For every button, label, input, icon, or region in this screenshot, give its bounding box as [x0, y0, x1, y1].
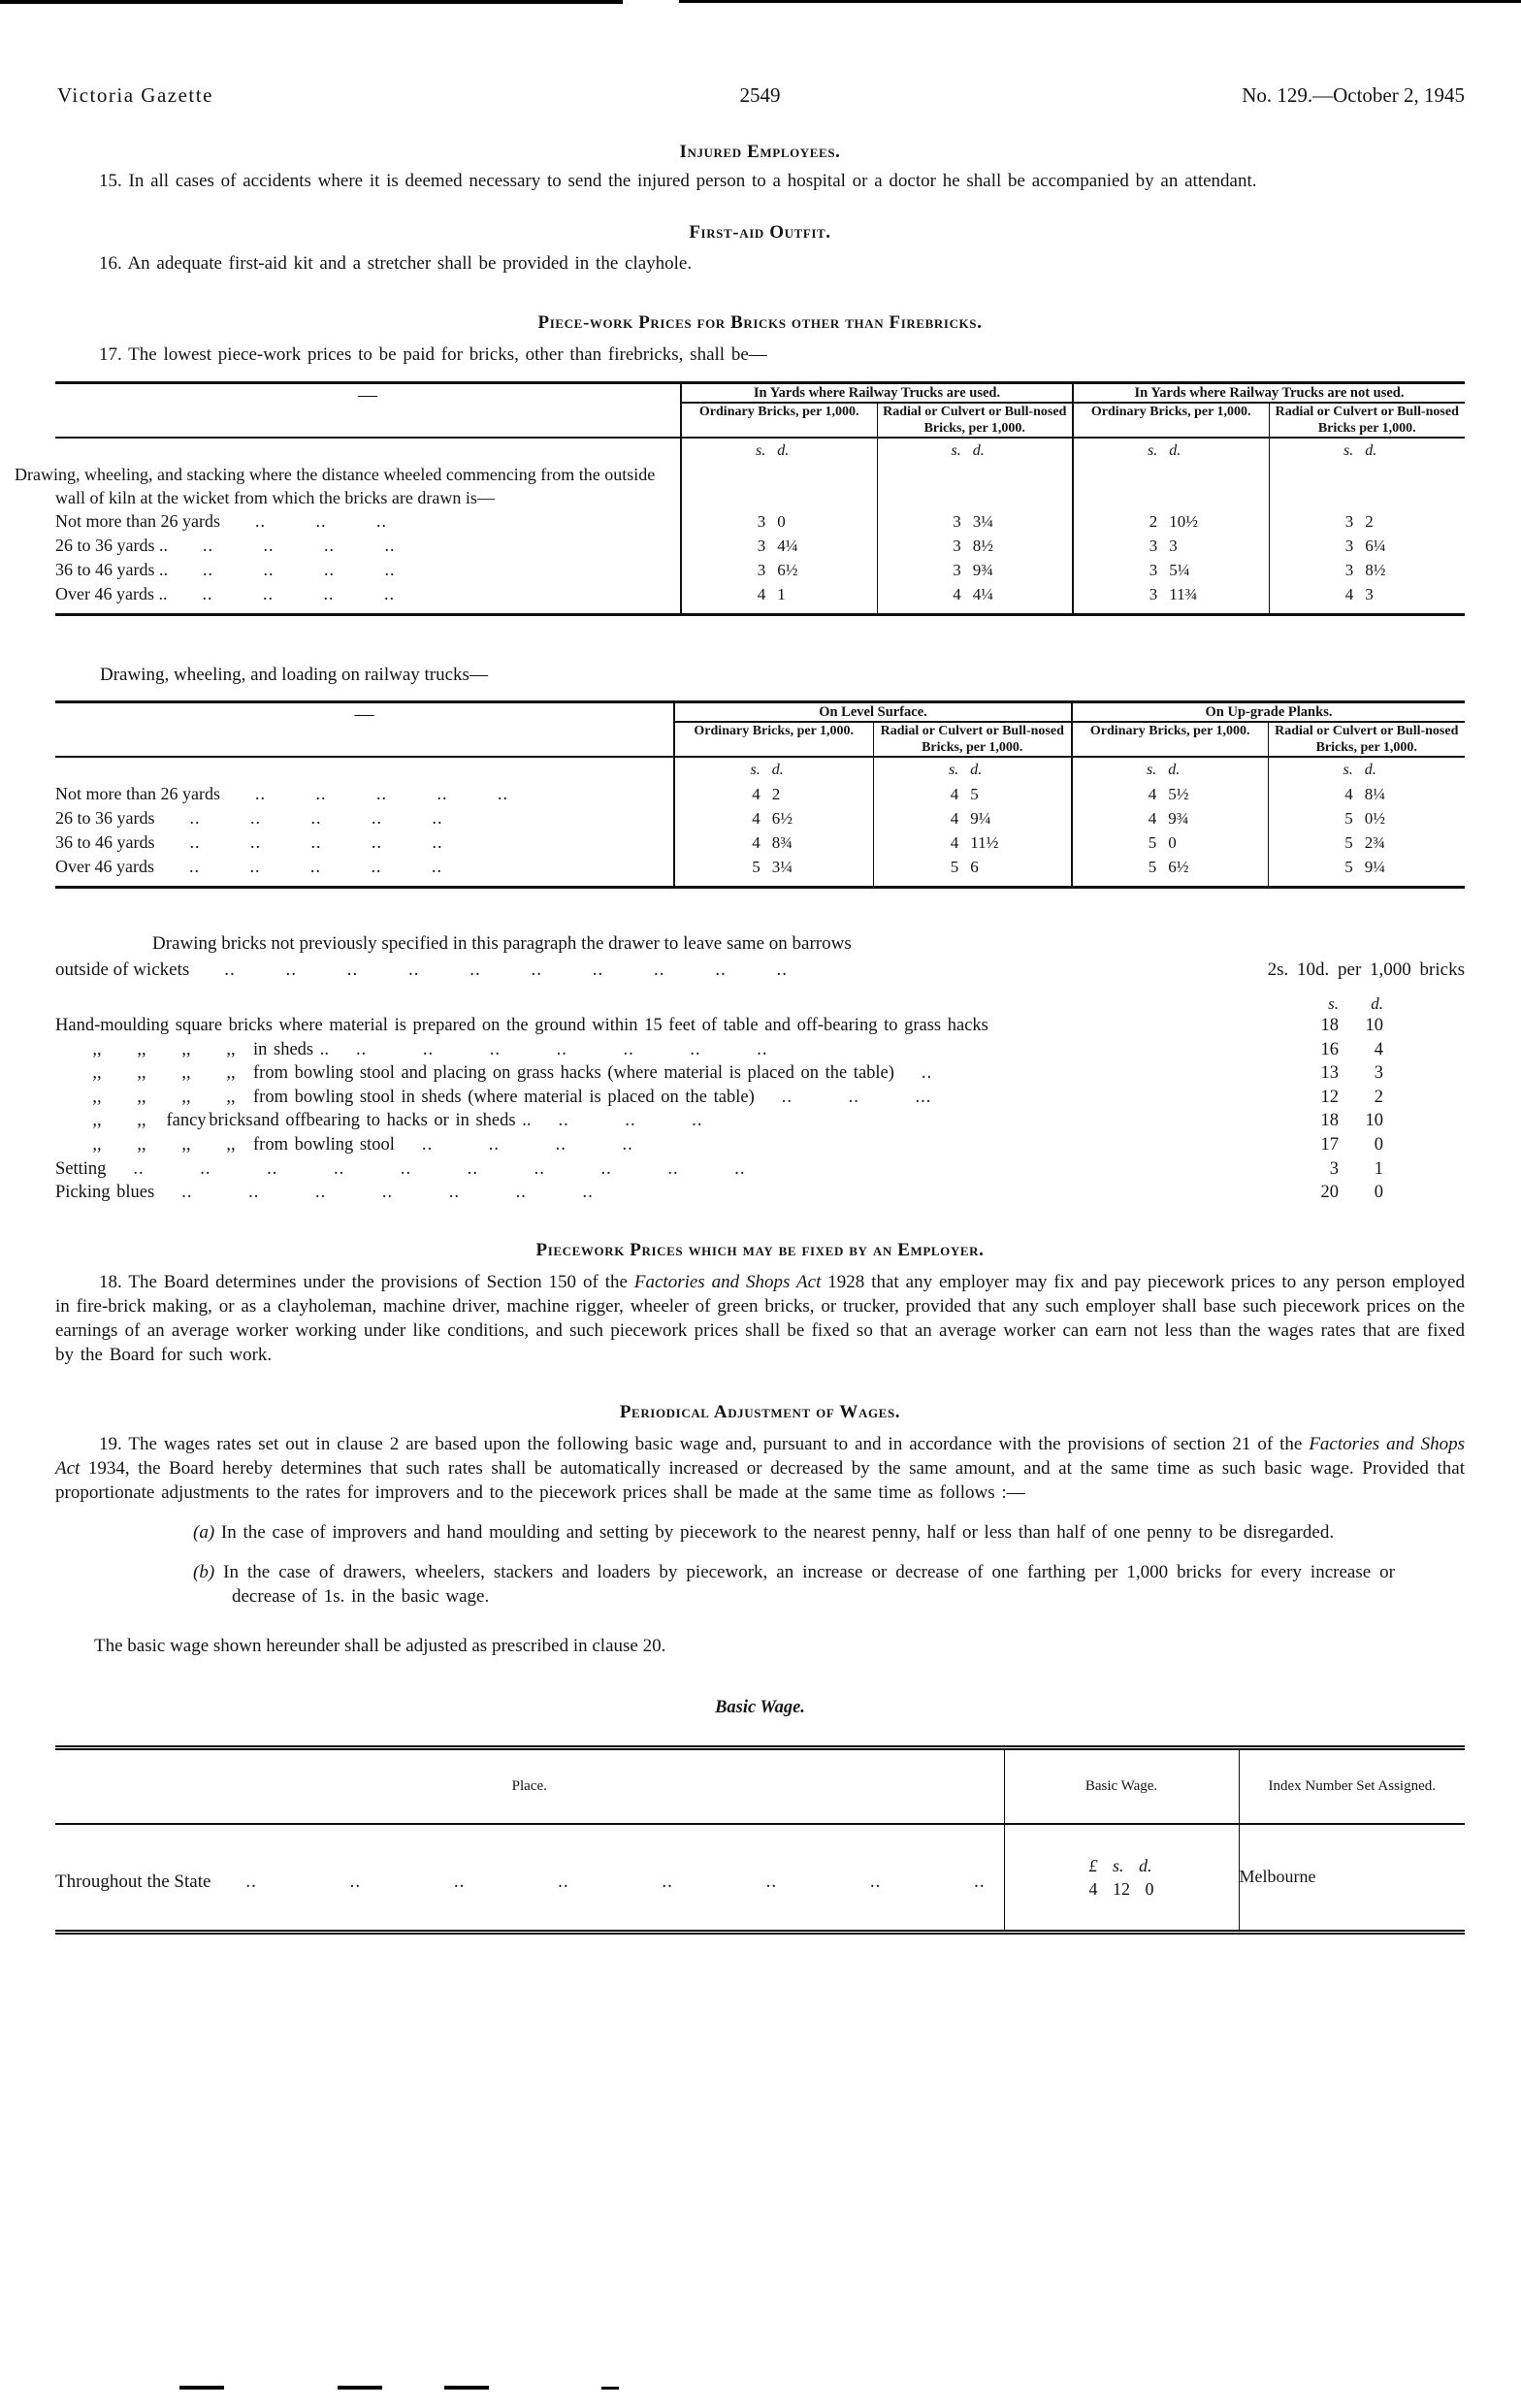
ditto-mark: ,,: [226, 1039, 236, 1059]
heading-piecework-prices: Piece-work Prices for Bricks other than Firebricks.: [537, 312, 983, 333]
scan-artifact-bottom-4: [601, 2387, 619, 2390]
act-title-italic: Factories and Shops Act: [55, 1433, 1465, 1479]
table-row: Over 46 yards .. .. .. .. .. 4 1 4 4¼ 3 11¾ 4 3: [55, 582, 1465, 606]
table1-col-4: Radial or Culvert or Bull-nosed Bricks per 1,000.: [1269, 403, 1465, 438]
heading-periodical-adjustment: Periodical Adjustment of Wages.: [619, 1401, 901, 1422]
publication-title: Victoria Gazette: [57, 83, 213, 107]
scan-artifact-bottom-3: [444, 2386, 489, 2390]
dot-leader: .. .. ...: [781, 1087, 932, 1107]
table1-col-2: Radial or Culvert or Bull-nosed Bricks, per 1,000.: [877, 403, 1073, 438]
piecework-table-loading-railway-trucks: [55, 700, 1465, 889]
drawing-note-line2: outside of wickets .. .. .. .. .. .. .. .. .. .. 2s. 10d. per 1,000 bricks: [55, 957, 1465, 983]
ditto-mark: ,,: [226, 1134, 236, 1155]
table1-group-trucks-used: In Yards where Railway Trucks are used.: [681, 383, 1073, 404]
dot-leader: .. .. .. .. .. .. .. .. .. ..: [224, 960, 789, 980]
dot-leader: .. .. .. .. ..: [254, 784, 508, 803]
heading-first-aid-outfit: First-aid Outfit.: [689, 222, 831, 243]
masthead: [55, 83, 1465, 114]
dot-leader: .. .. .. .. .. .. ..: [181, 1183, 594, 1203]
unit-shillings: s.: [1343, 442, 1354, 459]
clause-19: 19. The wages rates set out in clause 2 are based upon the following basic wage and, pursuant to and in accordance with the provisions of section 21 of the Factories and Shops Act 1934, the Board hereby determines that such rates shall be automatically increased or decreased by the same amount, and at the same time as such basic wage. Provided that proportionate adjustments to the rates for improvers and to the piecework prices shall be made at the same time as follows :—: [55, 1433, 1465, 1503]
table1-stub-intro: Drawing, wheeling, and stacking where the distance wheeled commencing from the outside wall of kiln at the wicket from which the bricks are drawn is—: [15, 465, 656, 507]
ditto-mark: ,,: [92, 1111, 102, 1131]
ditto-mark: ,,: [137, 1134, 146, 1155]
dot-leader: .. .. ..: [254, 511, 387, 531]
ditto-mark: ,,: [181, 1087, 191, 1107]
bw-amount: 4 12 0: [1088, 1878, 1154, 1899]
row-label: 36 to 46 yards ..: [55, 560, 168, 579]
table-row: [55, 1824, 1465, 1933]
unit-pence: d.: [1169, 442, 1181, 459]
table-row: 36 to 46 yards .. .. .. .. .. 3 6½ 3 9¾ 3 5¼ 3 8½: [55, 558, 1465, 582]
table2-col-4: Radial or Culvert or Bull-nosed Bricks, per 1,000.: [1268, 722, 1465, 757]
list-item: ,, ,, fancy bricks and offbearing to hacks or in sheds .. .. .. .. 18 10: [55, 1109, 1465, 1133]
bw-place: Throughout the State: [55, 1871, 211, 1892]
row-label: Not more than 26 yards: [55, 511, 220, 531]
ditto-mark: ,,: [92, 1134, 102, 1155]
dot-leader: .. .. .. .. .. .. .. ..: [245, 1871, 986, 1892]
handmoulding-units: s. d.: [1328, 994, 1383, 1013]
list-item: Picking blues .. .. .. .. .. .. .. 20 0: [55, 1181, 1465, 1205]
list-item: Hand-moulding square bricks where material is prepared on the ground within 15 feet of table and off-bearing to grass hacks 18 10: [55, 1016, 1383, 1035]
table-row: [55, 606, 1465, 615]
table2-stub-dash: —: [55, 702, 674, 758]
unit-shillings: s.: [756, 442, 766, 459]
table-row: s. d. s. d. s. d. s. d.: [55, 757, 1465, 782]
clause-19b: (b) In the case of drawers, wheelers, stackers and loaders by piecework, an increase or decrease of one farthing per 1,000 bricks for every increase or decrease of 1s. in the basic wage.: [193, 1561, 1395, 1607]
table-row: [55, 1747, 1465, 1824]
table-row: 36 to 46 yards .. .. .. .. .. 4 8¾ 4 11½ 5 0 5 2¾: [55, 830, 1465, 855]
ditto-mark: ,,: [181, 1134, 191, 1155]
ditto-mark: ,,: [137, 1039, 146, 1059]
list-item: ,, ,, ,, ,, from bowling stool in sheds (where material is placed on the table) .. .. ... 12 2: [55, 1086, 1465, 1110]
row-label: Not more than 26 yards: [55, 784, 220, 803]
ditto-mark: ,,: [137, 1111, 146, 1131]
dot-leader: .. .. .. ..: [202, 584, 395, 603]
list-item: ,, ,, ,, ,, from bowling stool and placing on grass hacks (where material is placed on the table) .. 13 3: [55, 1061, 1465, 1086]
page-number: 2549: [739, 83, 781, 107]
row-label: 26 to 36 yards: [55, 808, 155, 828]
basic-wage-closing-line: The basic wage shown hereunder shall be adjusted as prescribed in clause 20.: [94, 1635, 666, 1656]
table1-col-3: Ordinary Bricks, per 1,000.: [1073, 403, 1269, 438]
dot-leader: .. .. .. .. .. .. ..: [356, 1039, 768, 1059]
drawing-note-line1: Drawing bricks not previously specified in this paragraph the drawer to leave same on barrows: [152, 933, 852, 954]
dot-leader: ..: [921, 1063, 933, 1084]
clause-18: 18. The Board determines under the provisions of Section 150 of the Factories and Shops Act 1928 that any employer may fix and pay piecework prices to any person employed in fire-brick making, or as a clayholeman, machine driver, machine rigger, wheeler of green bricks, or trucker, provided that any such employer shall base such piecework prices on the earnings of an average worker working under like conditions, and such piecework prices shall be fixed so that an average worker can earn not less than the wages rates that are fixed by the Board for such work.: [55, 1271, 1465, 1365]
unit-shillings: s.: [951, 442, 961, 459]
ditto-mark: ,,: [92, 1087, 102, 1107]
table2-col-3: Ordinary Bricks, per 1,000.: [1072, 722, 1268, 757]
clause-19a: (a) In the case of improvers and hand moulding and setting by piecework to the nearest penny, half or less than half of one penny to be disregarded.: [193, 1521, 1335, 1543]
ditto-mark: ,,: [181, 1039, 191, 1059]
list-item: ,, ,, ,, ,, in sheds .. .. .. .. .. .. .. .. 16 4: [55, 1038, 1465, 1062]
row-label: 36 to 46 yards: [55, 832, 155, 852]
ditto-mark: ,,: [181, 1063, 191, 1084]
list-item: Setting .. .. .. .. .. .. .. .. .. .. 3 1: [55, 1157, 1465, 1182]
act-title-italic: Factories and Shops Act: [633, 1271, 822, 1292]
table1-stub-dash: —: [55, 383, 681, 439]
table-row: [55, 463, 1465, 509]
basic-wage-table: [55, 1745, 1465, 1935]
row-label: 26 to 36 yards ..: [55, 536, 168, 555]
ditto-mark: ,,: [137, 1063, 146, 1084]
unit-pence: d.: [1365, 442, 1377, 459]
heading-piecework-fixed-by-employer: Piecework Prices which may be fixed by an Employer.: [535, 1239, 985, 1260]
table1-col-1: Ordinary Bricks, per 1,000.: [681, 403, 877, 438]
unit-pence: d.: [777, 442, 790, 459]
table-row: [55, 438, 1465, 463]
table-row: [55, 383, 1465, 404]
ditto-mark: ,,: [137, 1087, 146, 1107]
clause-17: 17. The lowest piece-work prices to be paid for bricks, other than firebricks, shall be—: [99, 344, 767, 365]
dot-leader: .. .. .. .. ..: [189, 808, 443, 828]
issue-date: No. 129.—October 2, 1945: [1242, 83, 1465, 107]
dot-leader: .. .. .. ..: [421, 1134, 633, 1155]
dot-leader: .. .. .. ..: [203, 560, 396, 579]
ditto-mark: ,,: [226, 1087, 236, 1107]
table-row: 26 to 36 yards .. .. .. .. .. 3 4¼ 3 8½ 3 3 3 6¼: [55, 534, 1465, 558]
clause-15: 15. In all cases of accidents where it is deemed necessary to send the injured person to a hospital or a doctor he shall be accompanied by an attendant.: [99, 171, 1257, 191]
unit-pence: d.: [972, 442, 985, 459]
dot-leader: .. .. .. ..: [203, 536, 396, 555]
heading-injured-employees: Injured Employees.: [679, 142, 841, 162]
unit-shillings: s.: [1148, 442, 1158, 459]
bw-currency-units: £ s. d.: [1088, 1855, 1152, 1875]
ditto-mark: ,,: [92, 1039, 102, 1059]
bw-header-wage: Basic Wage.: [1004, 1747, 1239, 1824]
bw-header-index: Index Number Set Assigned.: [1239, 1747, 1465, 1824]
table2-group-level-surface: On Level Surface.: [674, 702, 1072, 723]
basic-wage-title: Basic Wage.: [715, 1697, 805, 1717]
table-row: Not more than 26 yards .. .. .. 3 0 3 3¼ 2 10½ 3 2: [55, 509, 1465, 534]
row-label: Over 46 yards ..: [55, 584, 168, 603]
table2-col-2: Radial or Culvert or Bull-nosed Bricks, per 1,000.: [873, 722, 1072, 757]
row-label: Over 46 yards: [55, 857, 154, 876]
dot-leader: .. .. ..: [558, 1111, 703, 1131]
ditto-mark: ,,: [92, 1063, 102, 1084]
table-row: Over 46 yards .. .. .. .. .. 5 3¼ 5 6 5 6½ 5 9¼: [55, 855, 1465, 879]
table2-col-1: Ordinary Bricks, per 1,000.: [674, 722, 873, 757]
bw-header-place: Place.: [55, 1747, 1004, 1824]
table-row: Not more than 26 yards .. .. .. .. .. 4 2 4 5 4 5½ 4 8¼: [55, 782, 1465, 806]
clause-16: 16. An adequate first-aid kit and a stretcher shall be provided in the clayhole.: [99, 253, 693, 274]
drawing-note-price: 2s. 10d. per 1,000 bricks: [1267, 960, 1465, 980]
table-row: 26 to 36 yards .. .. .. .. .. 4 6½ 4 9¼ 4 9¾ 5 0½: [55, 806, 1465, 830]
table-row: [55, 879, 1465, 888]
table-row: [55, 702, 1465, 723]
railway-trucks-label: Drawing, wheeling, and loading on railway trucks—: [100, 665, 488, 685]
dot-leader: .. .. .. .. ..: [189, 832, 443, 852]
dot-leader: .. .. .. .. ..: [188, 857, 442, 876]
bw-index-city: Melbourne: [1239, 1824, 1465, 1933]
table2-group-upgrade-planks: On Up-grade Planks.: [1072, 702, 1465, 723]
scan-artifact-bottom-1: [179, 2386, 224, 2390]
piecework-table-drawing-wheeling-stacking: [15, 381, 1465, 616]
dot-leader: .. .. .. .. .. .. .. .. .. ..: [133, 1158, 746, 1179]
list-item: ,, ,, ,, ,, from bowling stool .. .. .. .. 17 0: [55, 1133, 1465, 1157]
scan-artifact-bottom-2: [338, 2386, 382, 2390]
table1-group-trucks-not-used: In Yards where Railway Trucks are not used.: [1073, 383, 1465, 404]
ditto-mark: ,,: [226, 1063, 236, 1084]
